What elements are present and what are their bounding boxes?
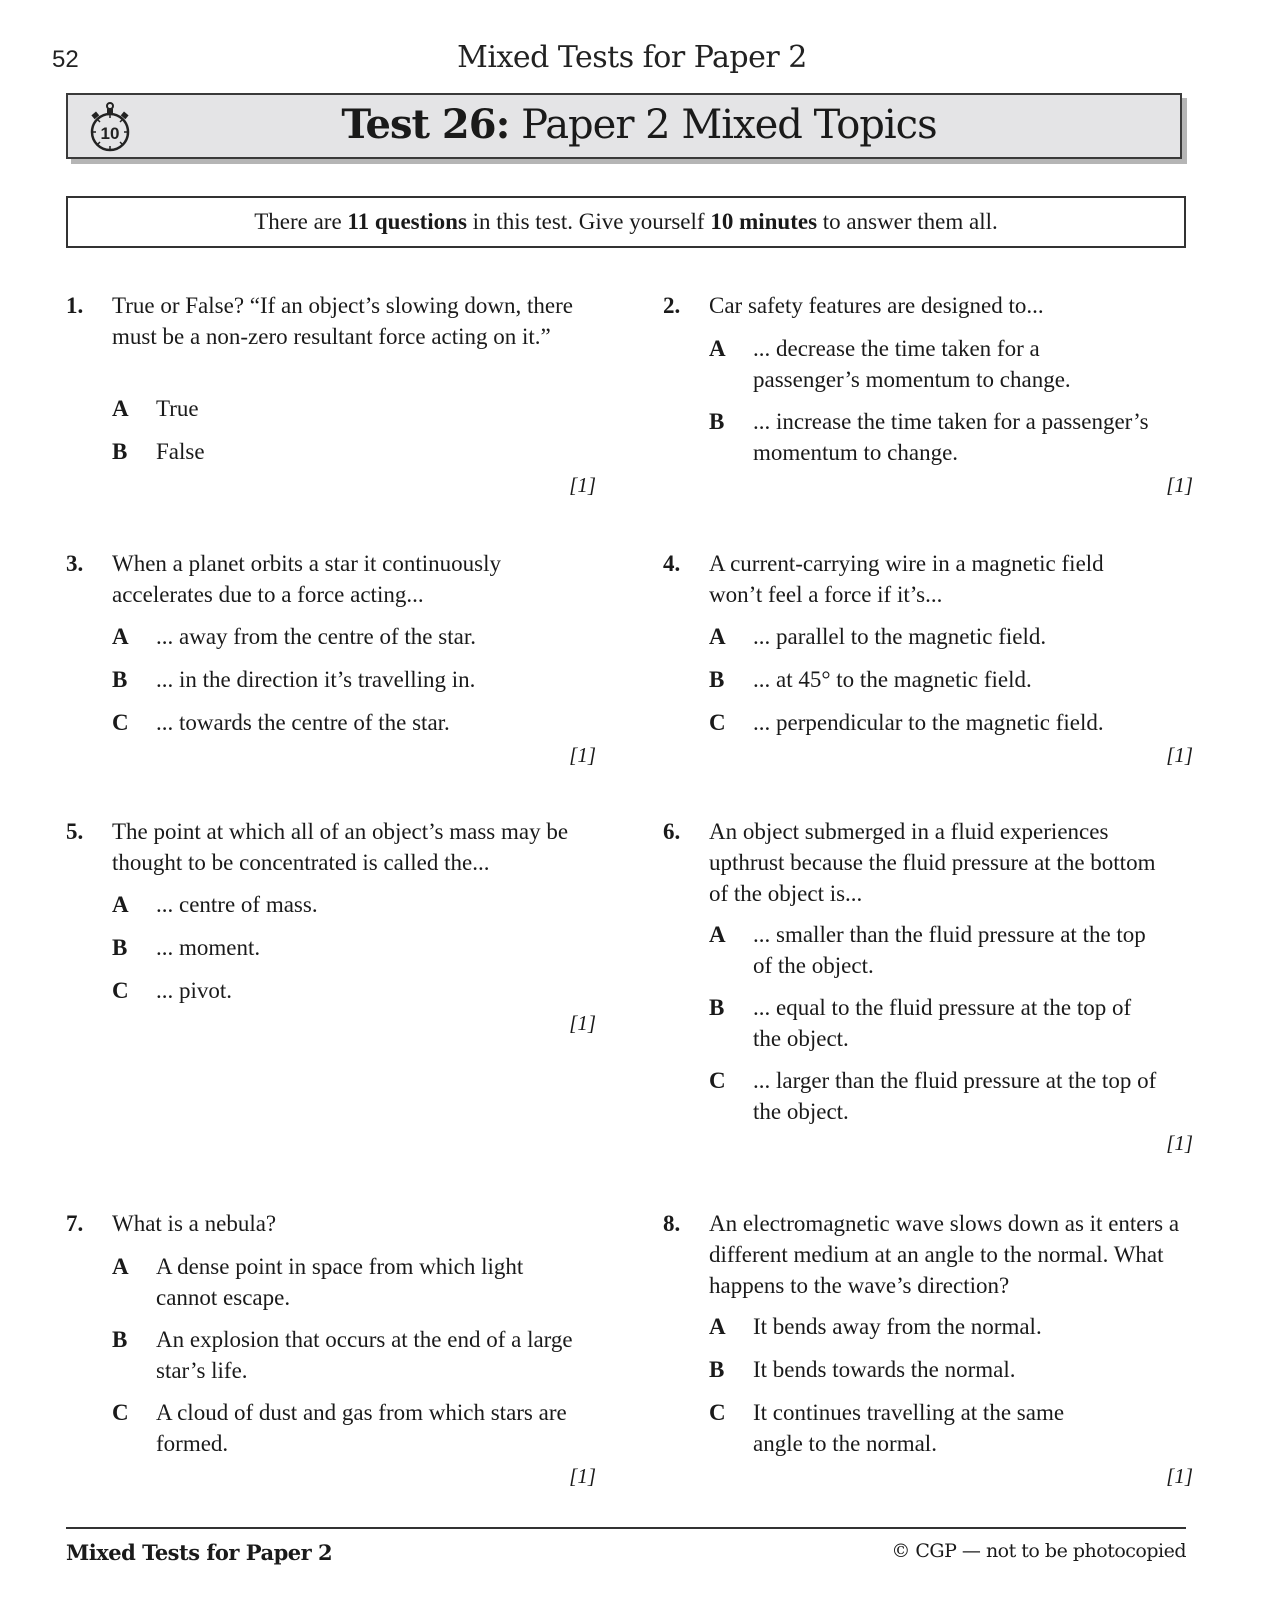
marks: [1]	[1166, 743, 1193, 767]
question-stem: An electromagnetic wave slows down as it enters a different medium at an angle to the normal. What happens to the wave’s direction?	[709, 1211, 1180, 1298]
option-text: ... away from the centre of the star.	[156, 624, 476, 649]
question-6	[663, 816, 1193, 1156]
question-3	[66, 548, 596, 778]
option-letter: C	[709, 1400, 726, 1425]
option-letter: C	[709, 710, 726, 735]
info-text: in this test. Give yourself	[466, 209, 711, 234]
marks: [1]	[569, 473, 596, 497]
option-letter: C	[709, 1068, 726, 1093]
marks: [1]	[1166, 473, 1193, 497]
option-text: ... at 45° to the magnetic field.	[753, 667, 1032, 692]
option-letter: B	[709, 1357, 725, 1382]
option-letter: B	[709, 409, 725, 434]
option-text: True	[156, 396, 199, 421]
svg-text:10: 10	[100, 124, 120, 143]
option-letter: A	[709, 922, 726, 947]
option-letter: C	[112, 710, 129, 735]
question-number: 1.	[66, 293, 84, 318]
question-stem: The point at which all of an object’s mass may be thought to be concentrated is called the...	[112, 819, 569, 875]
option-text: ... parallel to the magnetic field.	[753, 624, 1047, 649]
option-letter: C	[112, 1400, 129, 1425]
question-stem: What is a nebula?	[112, 1211, 277, 1236]
marks: [1]	[1166, 1131, 1193, 1155]
marks: [1]	[1166, 1464, 1193, 1488]
question-number: 5.	[66, 819, 84, 844]
question-number: 2.	[663, 293, 681, 318]
footer-title: Mixed Tests for Paper 2	[66, 1540, 333, 1565]
question-stem: A current-carrying wire in a magnetic field won’t feel a force if it’s...	[709, 551, 1104, 607]
option-letter: B	[112, 1327, 128, 1352]
footer-copyright: © CGP — not to be photocopied	[891, 1540, 1186, 1562]
info-text: to answer them all.	[817, 209, 998, 234]
option-letter: B	[709, 995, 725, 1020]
question-4	[663, 548, 1193, 778]
option-text: It bends towards the normal.	[753, 1357, 1016, 1382]
option-text: A cloud of dust and gas from which stars are formed.	[156, 1400, 567, 1456]
option-letter: B	[112, 667, 128, 692]
option-text: ... increase the time taken for a passenger’s momentum to change.	[753, 409, 1149, 465]
question-number: 7.	[66, 1211, 84, 1236]
marks: [1]	[569, 1011, 596, 1035]
option-letter: A	[112, 624, 129, 649]
option-letter: A	[709, 336, 726, 361]
option-text: It continues travelling at the same angle to the normal.	[753, 1400, 1065, 1456]
option-letter: B	[112, 935, 128, 960]
option-letter: B	[112, 439, 128, 464]
option-text: ... equal to the fluid pressure at the top of the object.	[753, 995, 1132, 1051]
question-stem: Car safety features are designed to...	[709, 293, 1044, 318]
option-letter: A	[112, 892, 129, 917]
info-text: There are	[254, 209, 348, 234]
question-number: 4.	[663, 551, 681, 576]
page-title	[68, 101, 1180, 148]
footer-divider	[66, 1527, 1186, 1529]
running-head: Mixed Tests for Paper 2	[457, 40, 807, 75]
option-text: An explosion that occurs at the end of a large star’s life.	[156, 1327, 573, 1383]
question-count: 11 questions	[347, 209, 467, 234]
test-title-bar	[66, 93, 1182, 159]
option-letter: A	[709, 1314, 726, 1339]
option-text: ... pivot.	[156, 978, 233, 1003]
test-title: Paper 2 Mixed Topics	[521, 102, 937, 148]
option-text: ... decrease the time taken for a passenger’s momentum to change.	[753, 336, 1071, 392]
option-text: ... smaller than the fluid pressure at the top of the object.	[753, 922, 1146, 978]
question-number: 8.	[663, 1211, 681, 1236]
option-letter: A	[709, 624, 726, 649]
question-number: 3.	[66, 551, 84, 576]
option-text: ... larger than the fluid pressure at the top of the object.	[753, 1068, 1157, 1124]
option-letter: B	[709, 667, 725, 692]
option-letter: A	[112, 1254, 129, 1279]
option-text: A dense point in space from which light cannot escape.	[156, 1254, 524, 1310]
question-8	[663, 1208, 1193, 1508]
option-letter: A	[112, 396, 129, 421]
option-text: It bends away from the normal.	[753, 1314, 1042, 1339]
option-text: False	[156, 439, 205, 464]
question-stem: When a planet orbits a star it continuously accelerates due to a force acting...	[112, 551, 501, 607]
question-5	[66, 816, 596, 1046]
page-number: 52	[52, 46, 79, 73]
test-label: Test 26:	[341, 101, 510, 148]
option-letter: C	[112, 978, 129, 1003]
time-limit: 10 minutes	[710, 209, 818, 234]
question-stem: True or False? “If an object’s slowing down, there must be a non-zero resultant force acting on it.”	[112, 293, 573, 349]
question-stem: An object submerged in a fluid experiences upthrust because the fluid pressure at the bottom of the object is...	[709, 819, 1156, 906]
marks: [1]	[569, 1464, 596, 1488]
instructions-box	[66, 196, 1186, 248]
option-text: ... perpendicular to the magnetic field.	[753, 710, 1104, 735]
question-7	[66, 1208, 596, 1508]
question-1	[66, 290, 596, 500]
marks: [1]	[569, 743, 596, 767]
option-text: ... moment.	[156, 935, 261, 960]
question-number: 6.	[663, 819, 681, 844]
option-text: ... centre of mass.	[156, 892, 318, 917]
question-2	[663, 290, 1193, 500]
option-text: ... towards the centre of the star.	[156, 710, 450, 735]
option-text: ... in the direction it’s travelling in.	[156, 667, 476, 692]
